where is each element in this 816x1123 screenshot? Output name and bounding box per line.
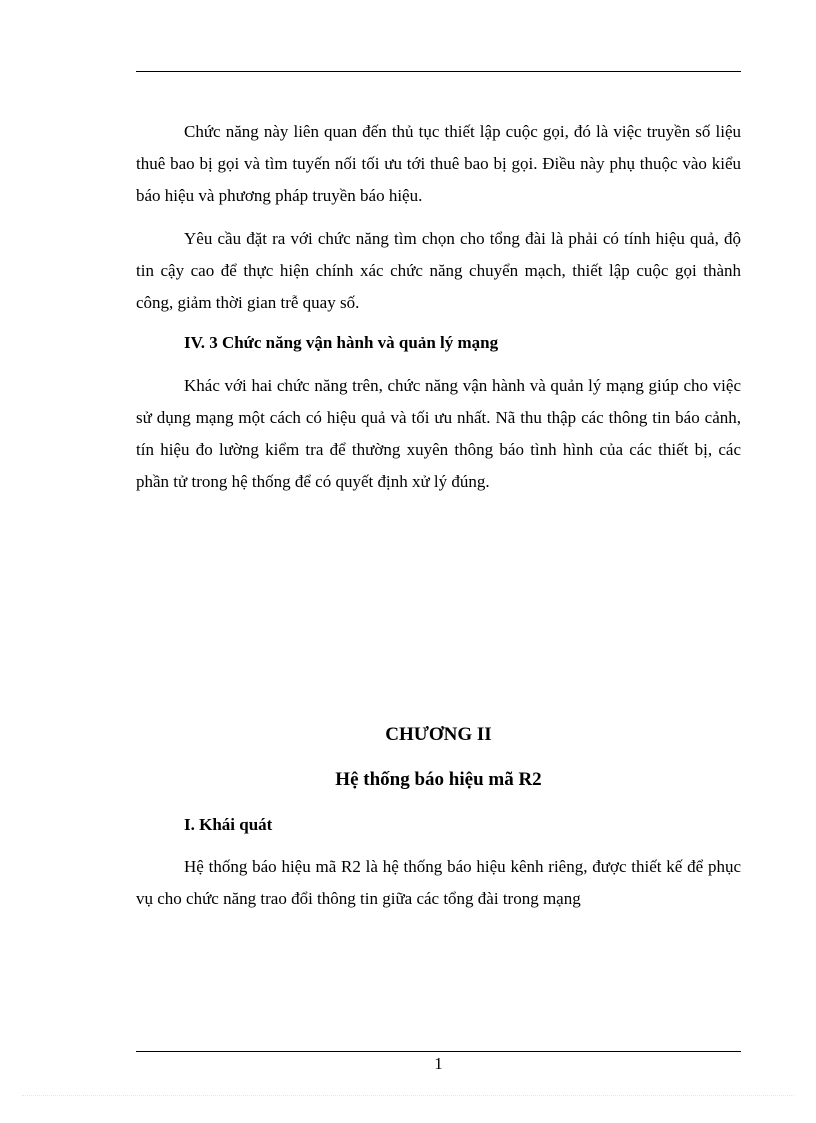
chapter-number: CHƯƠNG II	[385, 724, 492, 745]
body-text-top	[136, 116, 741, 498]
header-rule	[136, 71, 741, 72]
paragraph-call-setup: Chức năng này liên quan đến thủ tục thiết lập cuộc gọi, đó là việc truyền số liệu thuê bao bị gọi và tìm tuyến nối tối ưu tới thuê bao bị gọi. Điều này phụ thuộc vào kiểu báo hiệu và phương pháp truyền báo hiệu.	[136, 122, 741, 205]
paragraph-r2-overview: Hệ thống báo hiệu mã R2 là hệ thống báo hiệu kênh riêng, được thiết kế để phục vụ cho chức năng trao đổi thông tin giữa các tổng đài trong mạng	[136, 857, 741, 908]
section-heading-i: I. Khái quát	[184, 815, 273, 834]
section-heading-iv3: IV. 3 Chức năng vận hành và quản lý mạng	[184, 333, 499, 352]
chapter-title: Hệ thống báo hiệu mã R2	[335, 769, 542, 790]
page-edge-divider	[22, 1095, 794, 1096]
page-number: 1	[434, 1054, 443, 1073]
footer-rule	[136, 1051, 741, 1052]
paragraph-network-management: Khác với hai chức năng trên, chức năng vận hành và quản lý mạng giúp cho việc sử dụng mạng một cách có hiệu quả và tối ưu nhất. Nã thu thập các thông tin báo cảnh, tín hiệu đo lường kiểm tra để thường xuyên thông báo tình hình của các thiết bị, các phần tử trong hệ thống để có quyết định xử lý đúng.	[136, 376, 741, 491]
body-text-bottom	[136, 809, 741, 915]
paragraph-routing-requirements: Yêu cầu đặt ra với chức năng tìm chọn cho tổng đài là phải có tính hiệu quả, độ tin cậy cao để thực hiện chính xác chức năng chuyển mạch, thiết lập cuộc gọi thành công, giảm thời gian trễ quay số.	[136, 229, 741, 312]
